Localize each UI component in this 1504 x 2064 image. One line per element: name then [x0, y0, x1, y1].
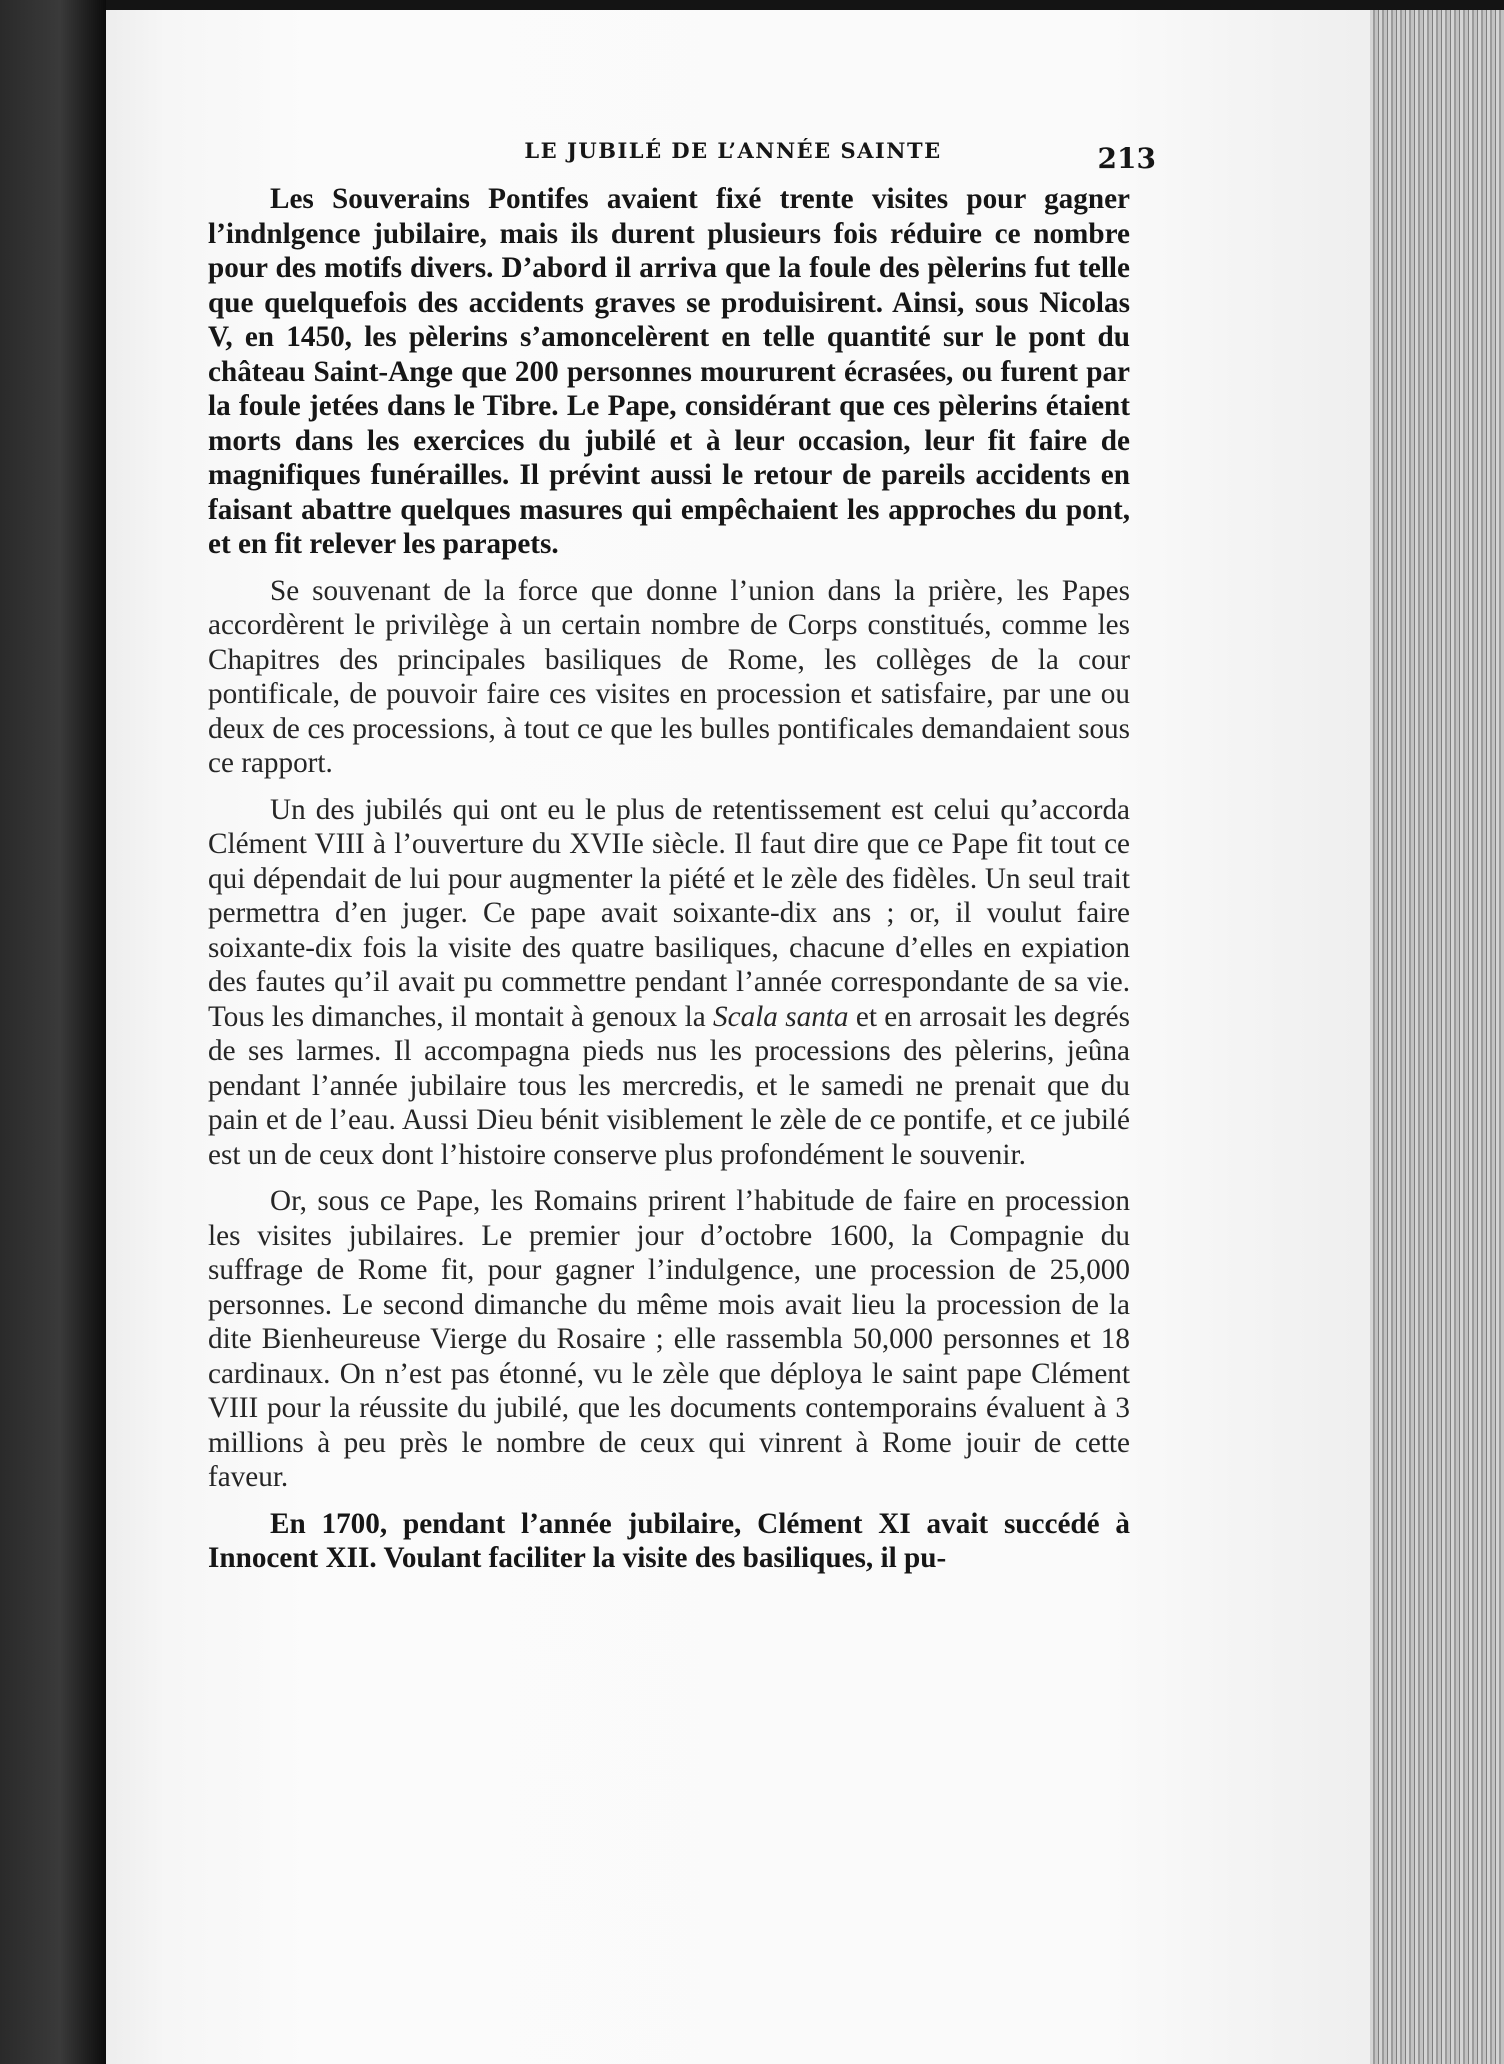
- running-head: [106, 138, 1370, 178]
- page-edges-stack: [1370, 10, 1504, 2064]
- paragraph-gap: [208, 1172, 1130, 1184]
- paragraph-gap: [208, 1495, 1130, 1507]
- paragraph-4: Or, sous ce Pape, les Romains prirent l’habitude de faire en procession les visites jubilaires. Le premier jour d’octobre 1600, la Compagnie du suffrage de Rome fit, pour gagner l’indulgence, une procession de 25,000 personnes. Le second dimanche du même mois avait lieu la procession de la dite Bienheureuse Vierge du Rosaire ; elle rassembla 50,000 personnes et 18 cardinaux. On n’est pas étonné, vu le zèle que déploya le saint pape Clément VIII pour la réussite du jubilé, que les documents contemporains évaluent à 3 millions à peu près le nombre de ceux qui vinrent à Rome jouir de cette faveur.: [208, 1185, 1130, 1493]
- paragraph-gap: [208, 562, 1130, 574]
- scan-left-edge: [0, 0, 106, 2064]
- paragraph-2: Se souvenant de la force que donne l’union dans la prière, les Papes accordèrent le privilège à un certain nombre de Corps constitués, comme les Chapitres des principales basiliques de Rome, les collèges de la cour pontificale, de pouvoir faire ces visites en procession et satisfaire, par une ou deux de ces processions, à tout ce que les bulles pontificales demandaient sous ce rapport.: [208, 574, 1130, 779]
- paragraph-5: En 1700, pendant l’année jubilaire, Clément XI avait succédé à Innocent XII. Voulant faciliter la visite des basiliques, il pu-: [208, 1507, 1130, 1574]
- running-head-title: LE JUBILÉ DE L’ANNÉE SAINTE: [524, 138, 942, 163]
- paragraph-3-part-1: Un des jubilés qui ont eu le plus de retentissement est celui qu’accorda Clément VIII à l’ouverture du XVIIe siècle. Il faut dire que ce Pape fit tout ce qui dépendait de lui pour augmenter la piété et le zèle des fidèles. Un seul trait permettra d’en juger. Ce pape avait soixante-dix ans ; or, il voulut faire soixante-dix fois la visite des quatre basiliques, chacune d’elles en expiation des fautes qu’il avait pu commettre pendant l’année correspondante de sa vie. Tous les dimanches, il montait à genoux la: [208, 793, 1130, 1033]
- page-number: 213: [1097, 142, 1156, 175]
- paragraph-gap: [208, 781, 1130, 793]
- body-text: [208, 182, 1130, 1576]
- scala-santa-italic: Scala santa: [713, 1000, 849, 1033]
- paragraph-3-part-2: et en arrosait les degrés de ses larmes. Il accompagna pieds nus les processions des pèlerins, jeûna pendant l’année jubilaire tous les mercredis, et le samedi ne prenait que du pain et de l’eau. Aussi Dieu bénit visiblement le zèle de ce pontife, et ce jubilé est un de ceux dont l’histoire conserve plus profondément le souvenir.: [208, 1000, 1131, 1171]
- paragraph-3: [208, 793, 1130, 1173]
- paragraph-1: Les Souverains Pontifes avaient fixé trente visites pour gagner l’indnlgence jubilaire, mais ils durent plusieurs fois réduire ce nombre pour des motifs divers. D’abord il arriva que la foule des pèlerins fut telle que quelquefois des accidents graves se produisirent. Ainsi, sous Nicolas V, en 1450, les pèlerins s’amoncelèrent en telle quantité sur le pont du château Saint-Ange que 200 personnes moururent écrasées, ou furent par la foule jetées dans le Tibre. Le Pape, considérant que ces pèlerins étaient morts dans les exercices du jubilé et à leur occasion, leur fit faire de magnifiques funérailles. Il prévint aussi le retour de pareils accidents en faisant abattre quelques masures qui empêchaient les approches du pont, et en fit relever les parapets.: [208, 183, 1130, 560]
